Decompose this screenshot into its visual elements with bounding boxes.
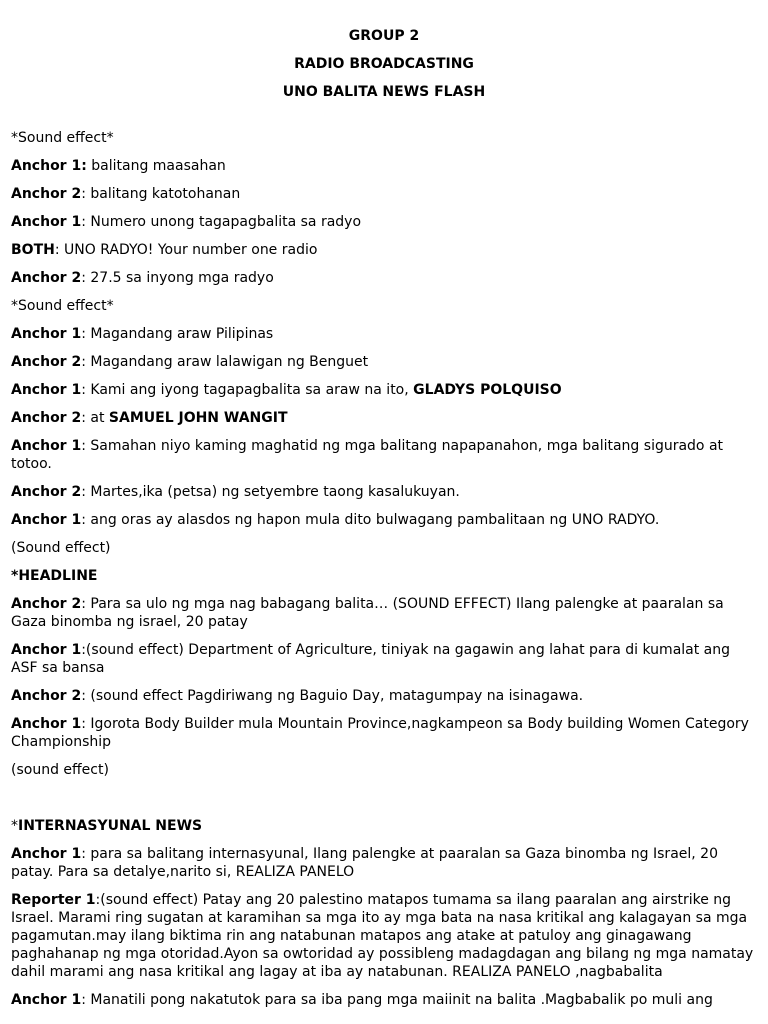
script-line	[11, 595, 757, 631]
script-line	[11, 891, 757, 981]
speaker: Anchor 2	[11, 410, 82, 426]
script-line	[11, 381, 757, 399]
sound-effect-line: (Sound effect)	[11, 540, 111, 556]
dialogue: : Numero unong tagapagbalita sa radyo	[81, 214, 362, 230]
script-line	[11, 511, 757, 529]
speaker: Reporter 1	[11, 892, 96, 908]
script-line	[11, 269, 757, 287]
anchor-name: SAMUEL JOHN WANGIT	[108, 410, 288, 426]
script-line	[11, 641, 757, 677]
script-line	[11, 845, 757, 881]
speaker: BOTH	[11, 242, 55, 258]
dialogue: : 27.5 sa inyong mga radyo	[81, 270, 274, 286]
speaker: Anchor 1	[11, 716, 82, 732]
dialogue: : UNO RADYO! Your number one radio	[54, 242, 318, 258]
dialogue: : ang oras ay alasdos ng hapon mula dito bulwagang pambalitaan ng UNO RADYO.	[81, 512, 660, 528]
script-line	[11, 353, 757, 371]
speaker: Anchor 1:	[11, 158, 87, 174]
program-title: UNO BALITA NEWS FLASH	[282, 84, 486, 100]
script-line	[11, 483, 757, 501]
script-line	[11, 157, 757, 175]
speaker: Anchor 1	[11, 438, 82, 454]
script-line	[11, 325, 757, 343]
dialogue: : Para sa ulo ng mga nag babagang balita… (SOUND EFFECT) Ilang palengke at paaralan sa Gaza binomba ng israel, 20 patay	[11, 596, 724, 630]
speaker: Anchor 2	[11, 596, 82, 612]
speaker: Anchor 2	[11, 270, 82, 286]
script-line	[11, 715, 757, 751]
speaker: Anchor 1	[11, 512, 82, 528]
dialogue: :(sound effect) Patay ang 20 palestino matapos tumama sa ilang paaralan ang airstrike ng Israel. Marami ring sugatan at karamihan sa mga ito ay mga bata na nasa kritikal ang kalagayan sa mga pagamutan.may ilang biktima rin ang natabunan matapos ang atake at patuloy ang ginagawang paghahanap ng mga otoridad.Ayon sa owtoridad ay possibleng madagdagan ang bilang ng mga namatay dahil marami ang nasa kritikal ang lagay at iba ay natabunan. REALIZA PANELO ,nagbabalita	[11, 892, 754, 980]
speaker: Anchor 1	[11, 992, 82, 1008]
script-line	[11, 687, 757, 705]
spacer	[11, 789, 757, 817]
script-line	[11, 241, 757, 259]
dialogue: :(sound effect) Department of Agriculture, tiniyak na gagawin ang lahat para di kumalat ang ASF sa bansa	[11, 642, 731, 676]
sound-effect-line: *Sound effect*	[11, 130, 114, 146]
script-line	[11, 213, 757, 231]
section-heading-headline: *HEADLINE	[11, 568, 98, 584]
dialogue: : Kami ang iyong tagapagbalita sa araw na ito,	[81, 382, 414, 398]
speaker: Anchor 1	[11, 382, 82, 398]
anchor-name: GLADYS POLQUISO	[413, 382, 562, 398]
dialogue: : Martes,ika (petsa) ng setyembre taong kasalukuyan.	[81, 484, 460, 500]
speaker: Anchor 2	[11, 354, 82, 370]
dialogue: balitang maasahan	[86, 158, 226, 174]
dialogue: : Magandang araw lalawigan ng Benguet	[81, 354, 369, 370]
speaker: Anchor 2	[11, 688, 82, 704]
dialogue: : para sa balitang internasyunal, Ilang palengke at paaralan sa Gaza binomba ng Israel, 20 patay. Para sa detalye,narito si, REALIZA PANELO	[11, 846, 718, 880]
dialogue: : Magandang araw Pilipinas	[81, 326, 274, 342]
dialogue: : Manatili pong nakatutok para sa iba pang mga maiinit na balita .Magbabalik po muli ang	[81, 992, 713, 1008]
dialogue: : Samahan niyo kaming maghatid ng mga balitang napapanahon, mga balitang sigurado at totoo.	[11, 438, 724, 472]
speaker: Anchor 1	[11, 214, 82, 230]
script-line	[11, 437, 757, 473]
subject-title: RADIO BROADCASTING	[294, 56, 474, 72]
asterisk: *	[11, 818, 18, 834]
dialogue: : balitang katotohanan	[81, 186, 241, 202]
section-heading-international	[11, 817, 757, 835]
speaker: Anchor 1	[11, 642, 82, 658]
script-line	[11, 409, 757, 427]
group-title: GROUP 2	[348, 28, 420, 44]
dialogue: : at	[81, 410, 109, 426]
sound-effect-line: *Sound effect*	[11, 298, 114, 314]
dialogue: : (sound effect Pagdiriwang ng Baguio Day, matagumpay na isinagawa.	[81, 688, 584, 704]
section-heading-text: INTERNASYUNAL NEWS	[18, 818, 203, 834]
speaker: Anchor 2	[11, 186, 82, 202]
speaker: Anchor 2	[11, 484, 82, 500]
sound-effect-line: (sound effect)	[11, 762, 109, 778]
script-line	[11, 991, 757, 1009]
speaker: Anchor 1	[11, 326, 82, 342]
speaker: Anchor 1	[11, 846, 82, 862]
script-line	[11, 185, 757, 203]
dialogue: : Igorota Body Builder mula Mountain Province,nagkampeon sa Body building Women Category Championship	[11, 716, 749, 750]
spacer	[11, 111, 757, 129]
